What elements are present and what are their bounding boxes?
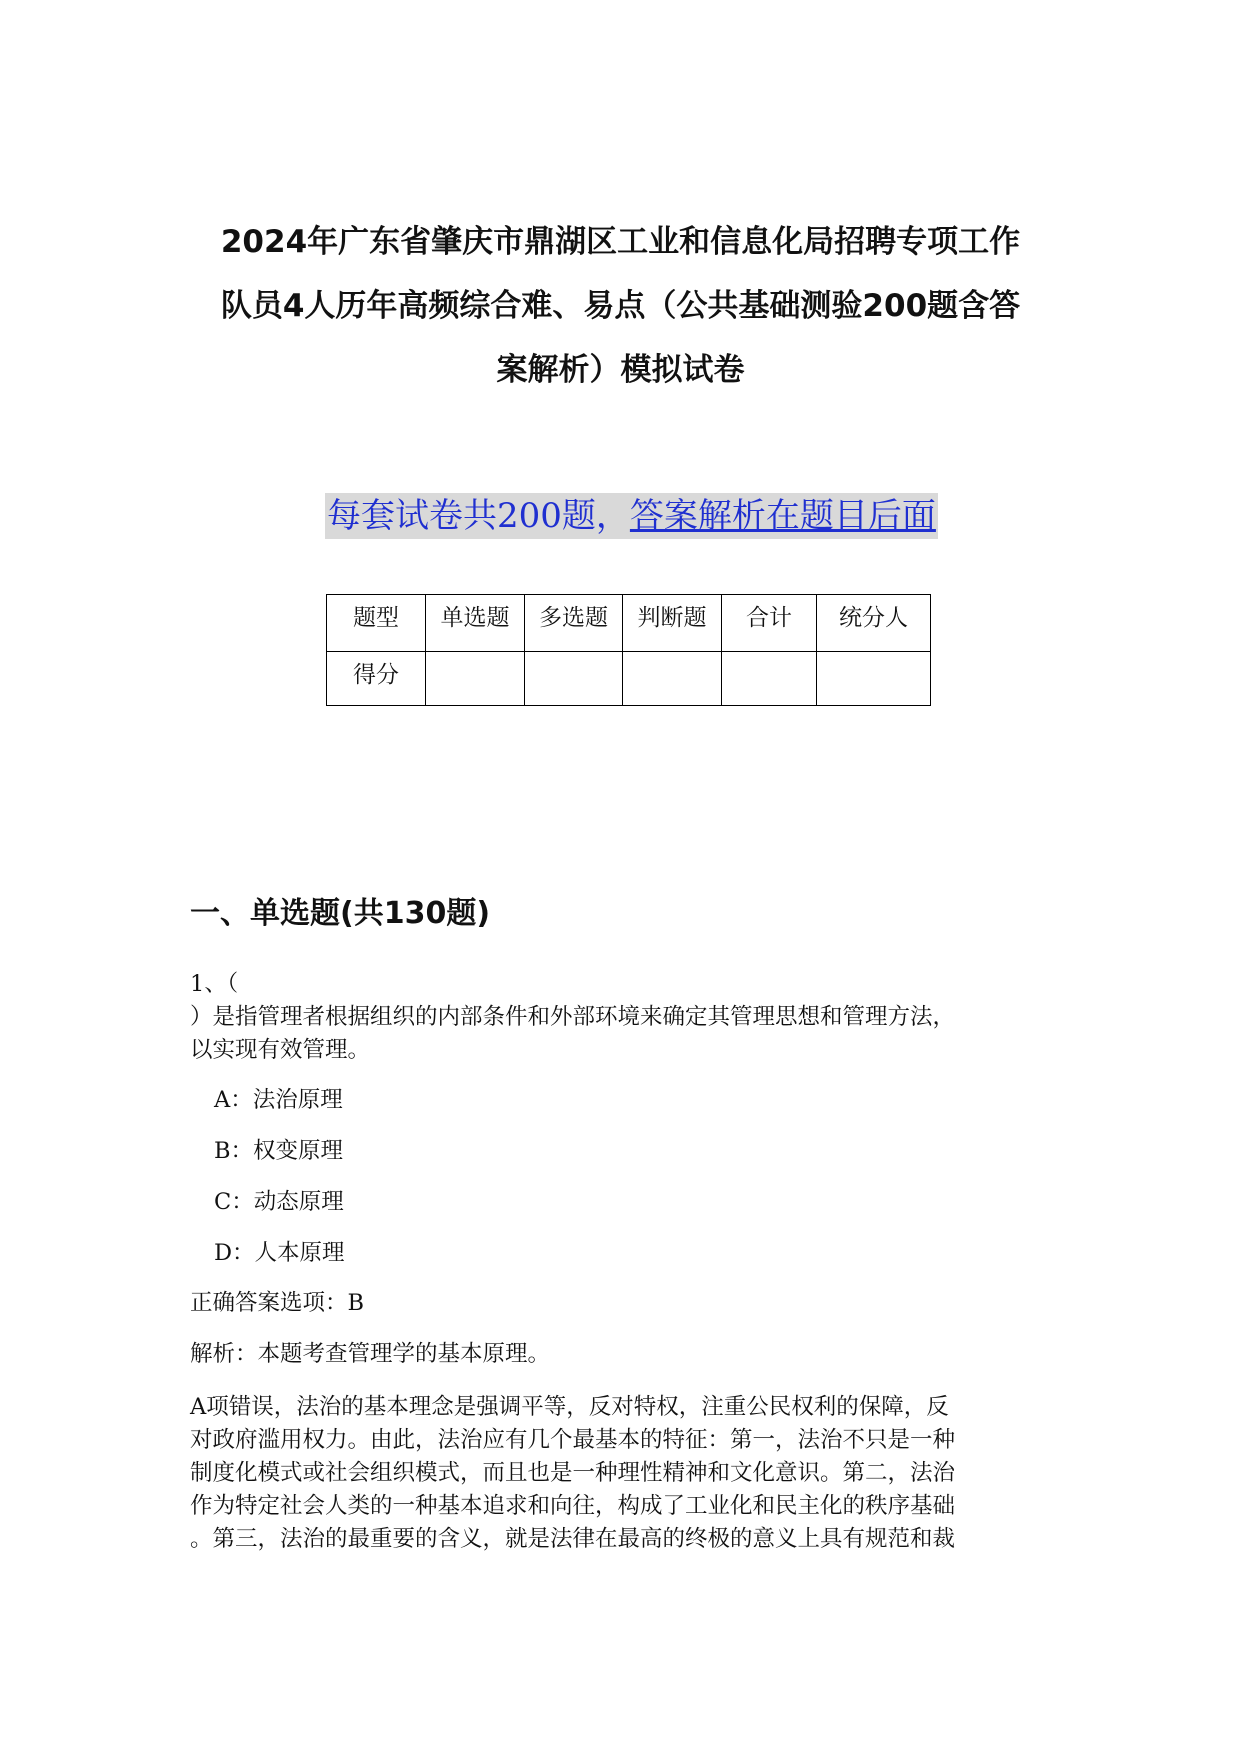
score-cell xyxy=(623,652,722,706)
header-cell-scorer: 统分人 xyxy=(817,595,931,652)
explanation-line: 对政府滥用权力。由此，法治应有几个最基本的特征：第一，法治不只是一种 xyxy=(190,1427,956,1453)
analysis-intro: 解析：本题考查管理学的基本原理。 xyxy=(190,1341,551,1367)
explanation-line: 。第三，法治的最重要的含义，就是法律在最高的终极的意义上具有规范和裁 xyxy=(190,1526,956,1552)
document-title xyxy=(190,210,1051,402)
score-cell xyxy=(525,652,623,706)
score-table-header-row xyxy=(327,595,931,652)
question-stem xyxy=(190,968,1052,1067)
stem-line: 以实现有效管理。 xyxy=(190,1037,371,1063)
explanation-line: 作为特定社会人类的一种基本追求和向往，构成了工业化和民主化的秩序基础 xyxy=(190,1493,956,1519)
score-cell xyxy=(817,652,931,706)
option-c: C：动态原理 xyxy=(214,1189,344,1215)
score-table-score-row xyxy=(327,652,931,706)
header-cell-type: 题型 xyxy=(327,595,426,652)
row-label-score: 得分 xyxy=(327,652,426,706)
analysis-explanation xyxy=(190,1391,1052,1556)
title-line: 2024年广东省肇庆市鼎湖区工业和信息化局招聘专项工作 xyxy=(220,224,1021,260)
answer-notice xyxy=(325,493,938,539)
question-block xyxy=(190,968,1052,1556)
option-b: B：权变原理 xyxy=(214,1138,344,1164)
score-cell xyxy=(722,652,817,706)
option-a: A：法治原理 xyxy=(214,1087,343,1113)
title-line: 案解析）模拟试卷 xyxy=(496,352,745,388)
option-d: D：人本原理 xyxy=(214,1240,345,1266)
stem-line: ）是指管理者根据组织的内部条件和外部环境来确定其管理思想和管理方法， xyxy=(190,1004,956,1030)
notice-link[interactable]: 答案解析在题目后面 xyxy=(629,496,936,536)
score-cell xyxy=(426,652,525,706)
header-cell-single: 单选题 xyxy=(426,595,525,652)
section-heading: 一、单选题(共130题) xyxy=(190,896,491,931)
stem-line: 1、（ xyxy=(190,971,239,997)
explanation-line: 制度化模式或社会组织模式，而且也是一种理性精神和文化意识。第二，法治 xyxy=(190,1460,956,1486)
header-cell-multi: 多选题 xyxy=(525,595,623,652)
header-cell-judge: 判断题 xyxy=(623,595,722,652)
option-list xyxy=(214,1083,1052,1270)
header-cell-total: 合计 xyxy=(722,595,817,652)
explanation-line: A项错误，法治的基本理念是强调平等，反对特权，注重公民权利的保障，反 xyxy=(190,1394,949,1420)
title-line: 队员4人历年高频综合难、易点（公共基础测验200题含答 xyxy=(220,288,1021,324)
score-table xyxy=(326,594,931,706)
notice-text: 每套试卷共200题， xyxy=(327,496,630,536)
correct-answer: 正确答案选项：B xyxy=(190,1290,365,1316)
